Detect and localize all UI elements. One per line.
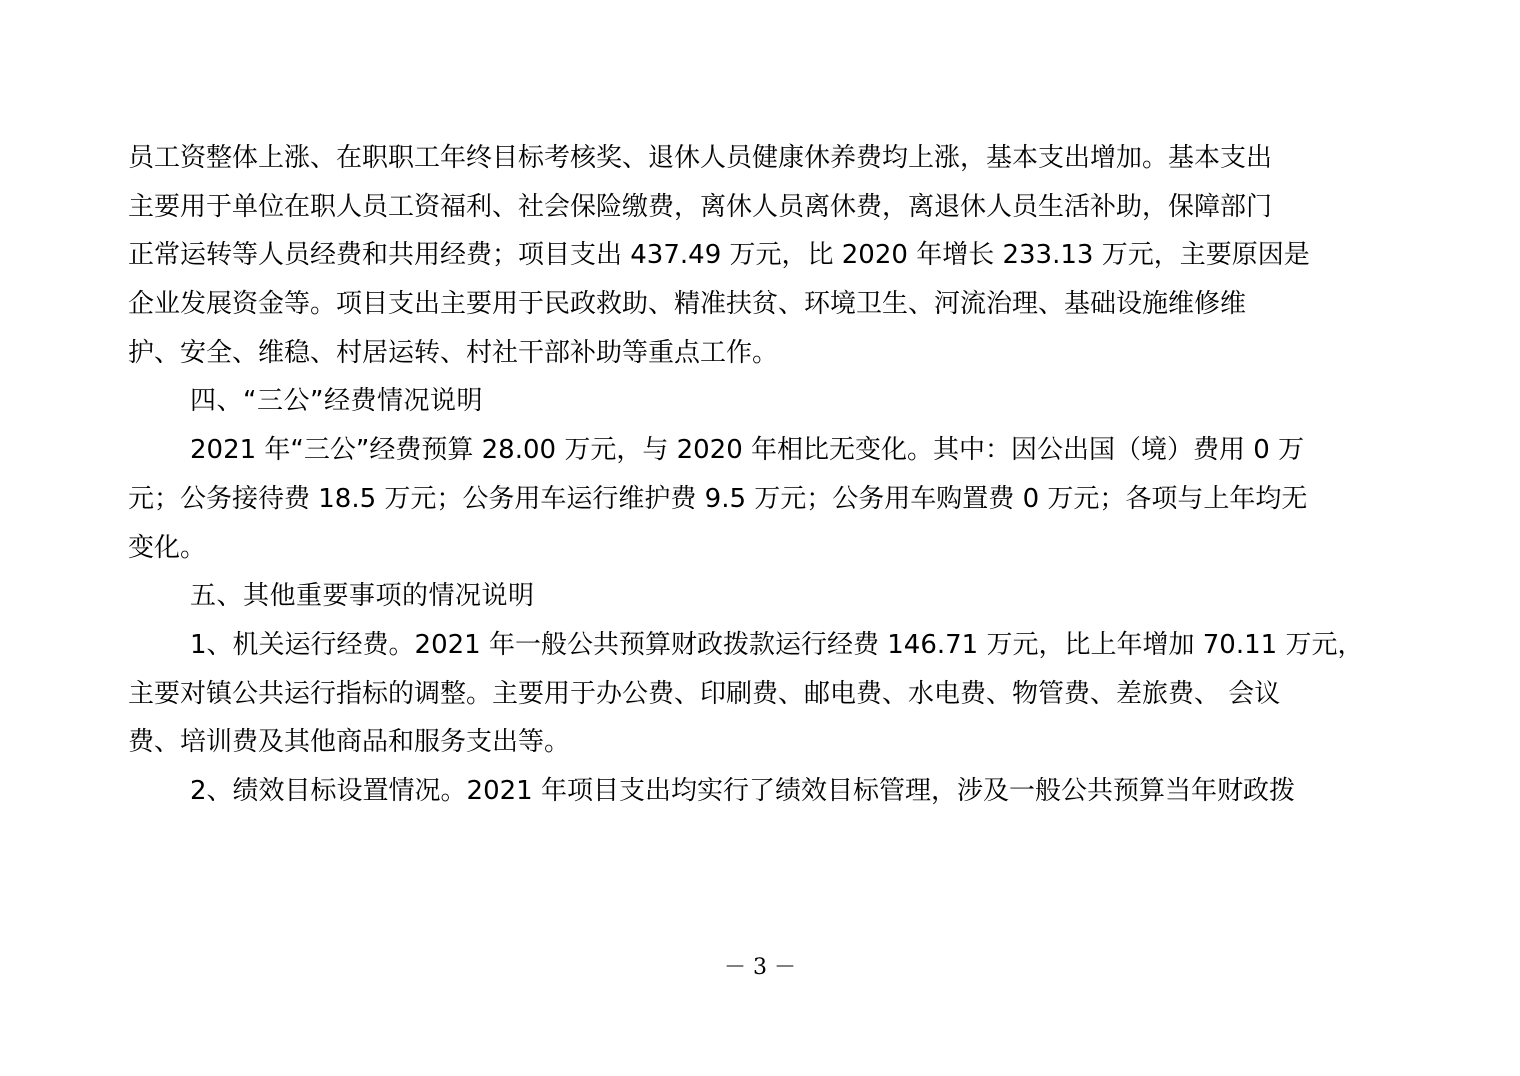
paragraph-line: 1、机关运行经费。2021 年一般公共预算财政拨款运行经费 146.71 万元，比上年增加 70.11 万元， (190, 629, 1364, 660)
section-heading-five: 五、其他重要事项的情况说明 (190, 581, 535, 612)
paragraph-line: 变化。 (128, 532, 207, 563)
paragraph-line: 主要对镇公共运行指标的调整。主要用于办公费、印刷费、邮电费、水电费、物管费、差旅费、 会议 (128, 678, 1281, 709)
paragraph-line: 主要用于单位在职人员工资福利、社会保险缴费，离休人员离休费，离退休人员生活补助，保障部门 (128, 191, 1273, 222)
body-text (128, 134, 1418, 816)
paragraph-line: 员工资整体上涨、在职职工年终目标考核奖、退休人员健康休养费均上涨，基本支出增加。基本支出 (128, 143, 1273, 173)
paragraph-line: 企业发展资金等。项目支出主要用于民政救助、精准扶贫、环境卫生、河流治理、基础设施维修维 (128, 289, 1247, 320)
section-heading-four: 四、“三公”经费情况说明 (190, 386, 483, 417)
page-number: － 3 － (724, 955, 796, 980)
paragraph-line: 2021 年“三公”经费预算 28.00 万元，与 2020 年相比无变化。其中：因公出国（境）费用 0 万 (190, 435, 1305, 466)
paragraph-line: 费、培训费及其他商品和服务支出等。 (128, 727, 571, 758)
paragraph-line: 正常运转等人员经费和共用经费；项目支出 437.49 万元，比 2020 年增长 233.13 万元，主要原因是 (128, 240, 1310, 271)
paragraph-line: 2、绩效目标设置情况。2021 年项目支出均实行了绩效目标管理，涉及一般公共预算当年财政拨 (190, 775, 1295, 806)
paragraph-line: 元；公务接待费 18.5 万元；公务用车运行维护费 9.5 万元；公务用车购置费 0 万元；各项与上年均无 (128, 483, 1308, 514)
paragraph-line: 护、安全、维稳、村居运转、村社干部补助等重点工作。 (128, 337, 779, 368)
